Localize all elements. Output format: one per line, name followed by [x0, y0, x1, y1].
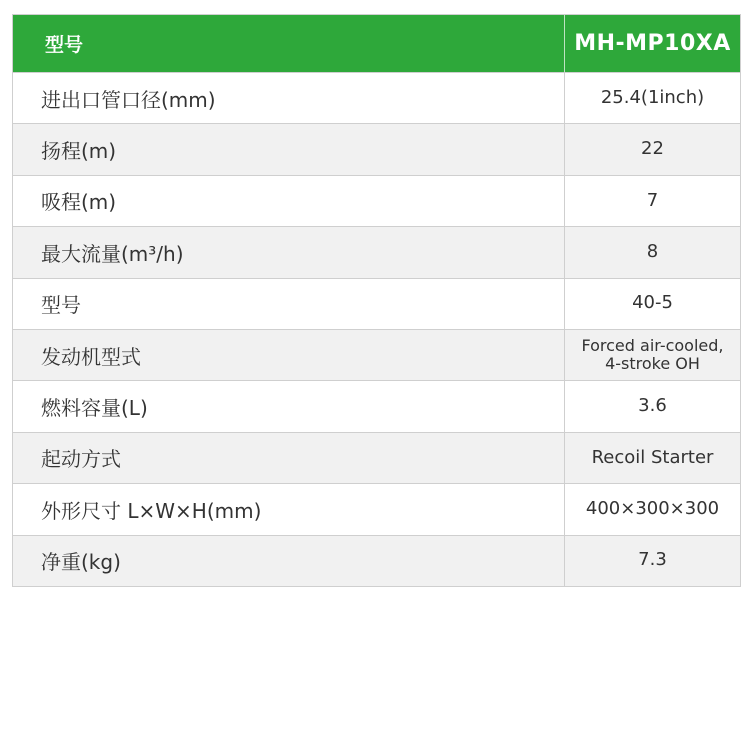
row-label: 外形尺寸 L×W×H(mm) — [13, 484, 565, 534]
row-value: 7 — [646, 189, 659, 211]
row-label: 发动机型式 — [13, 330, 565, 380]
row-value: 40-5 — [632, 292, 673, 314]
header-label: 型号 — [13, 15, 565, 72]
row-value: 7.3 — [638, 549, 667, 571]
table-row — [13, 226, 740, 277]
spec-table — [12, 14, 741, 587]
table-row — [13, 329, 740, 380]
row-label: 进出口管口径(mm) — [13, 73, 565, 123]
table-row — [13, 123, 740, 174]
row-label: 吸程(m) — [13, 176, 565, 226]
table-row — [13, 72, 740, 123]
row-value: 400×300×300 — [585, 497, 720, 519]
table-row — [13, 432, 740, 483]
row-value: 22 — [641, 138, 664, 160]
row-label: 最大流量(m³/h) — [13, 227, 565, 277]
row-value: Recoil Starter — [591, 446, 714, 468]
row-label: 扬程(m) — [13, 124, 565, 174]
row-value: Forced air-cooled, 4-stroke OH — [581, 335, 724, 374]
table-row — [13, 278, 740, 329]
row-value: 25.4(1inch) — [600, 86, 705, 108]
table-row — [13, 483, 740, 534]
row-value: 8 — [646, 241, 659, 263]
table-header — [13, 15, 740, 72]
row-label: 起动方式 — [13, 433, 565, 483]
row-label: 净重(kg) — [13, 536, 565, 586]
table-row — [13, 380, 740, 431]
row-label: 燃料容量(L) — [13, 381, 565, 431]
header-model: MH-MP10XA — [574, 30, 731, 56]
row-value: 3.6 — [638, 395, 667, 417]
table-row — [13, 175, 740, 226]
row-label: 型号 — [13, 279, 565, 329]
table-row — [13, 535, 740, 586]
